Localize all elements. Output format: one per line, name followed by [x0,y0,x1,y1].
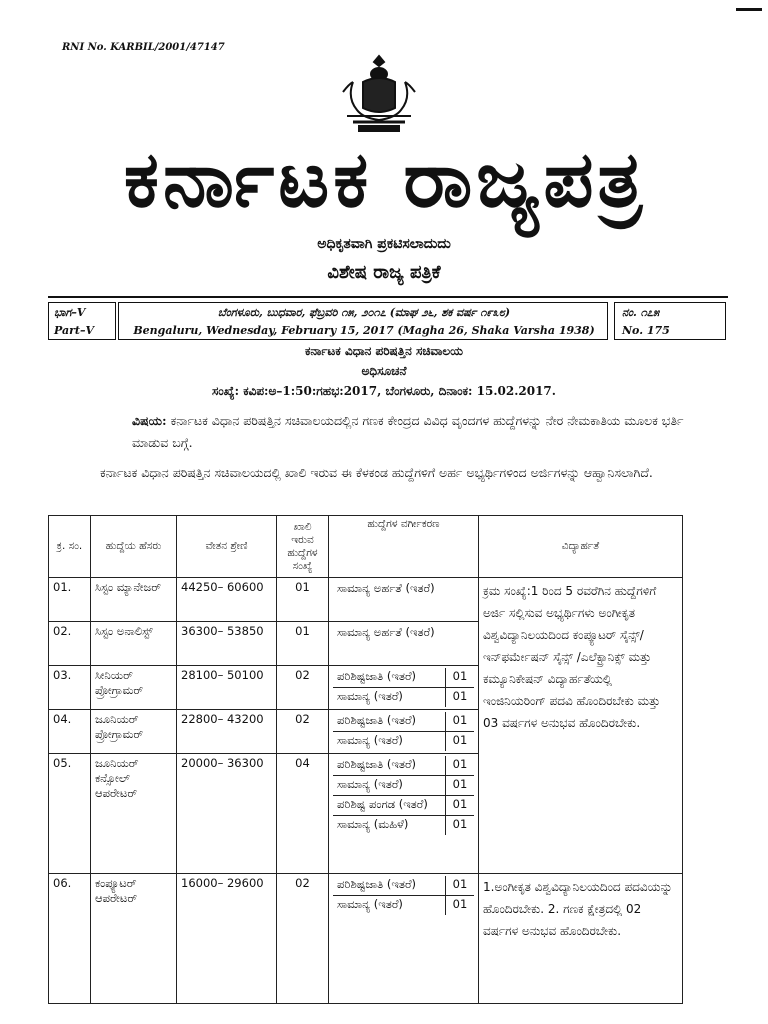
published-by-authority: ಅಧಿಕೃತವಾಗಿ ಪ್ರಕಟಿಸಲಾದುದು [317,236,451,252]
category-count: 01 [452,757,468,771]
category-name: ಸಾಮಾನ್ಯ ಅರ್ಹತೆ (ಇತರೆ) [337,581,435,595]
cell-pay: 16000– 29600 [177,874,277,1004]
secretariat-name: ಕರ್ನಾಟಕ ವಿಧಾನ ಪರಿಷತ್ತಿನ ಸಚಿವಾಲಯ [305,344,463,358]
category-name: ಸಾಮಾನ್ಯ (ಇತರೆ) [333,896,446,915]
subject-label: ವಿಷಯ: [132,413,167,428]
cell-post: ಜೂನಿಯರ್ ಕನ್ಸೋಲ್ ಆಪರೇಟರ್ [91,754,177,874]
cell-sl: 04. [49,710,91,754]
category-name: ಸಾಮಾನ್ಯ (ಇತರೆ) [333,776,446,795]
issue-info-bar [48,300,728,340]
category-name: ಪರಿಶಿಷ್ಟಜಾತಿ (ಇತರೆ) [333,712,446,731]
cell-category [329,874,479,1004]
cell-vacant: 01 [277,578,329,622]
cell-pay: 20000– 36300 [177,754,277,874]
category-count: 01 [452,897,468,911]
cell-sl: 06. [49,874,91,1004]
cell-pay: 22800– 43200 [177,710,277,754]
category-count: 01 [452,877,468,891]
subject-paragraph [132,410,692,454]
cell-pay: 36300– 53850 [177,622,277,666]
cell-category [329,622,479,666]
vacancy-table [48,515,683,1004]
cell-vacant: 04 [277,754,329,874]
col-header-qualification: ವಿದ್ಯಾರ್ಹತೆ [479,516,683,578]
cell-vacant: 02 [277,710,329,754]
category-name: ಸಾಮಾನ್ಯ (ಇತರೆ) [333,688,446,707]
part-english: Part–V [54,324,95,337]
issue-number-kannada: ನಂ. ೧೭೫ [622,306,660,319]
cell-pay: 44250– 60600 [177,578,277,622]
rni-number: RNI No. KARBIL/2001/47147 [62,42,225,53]
category-count: 01 [452,689,468,703]
cell-post: ಸಿಸ್ಟಂ ಅನಾಲಿಸ್ಟ್ [91,622,177,666]
cell-vacant: 01 [277,622,329,666]
table-row [49,578,683,622]
category-name: ಸಾಮಾನ್ಯ ಅರ್ಹತೆ (ಇತರೆ) [337,625,435,639]
state-emblem-icon [339,52,419,134]
cell-post: ಕಂಪ್ಯೂಟರ್ ಆಪರೇಟರ್ [91,874,177,1004]
cell-sl: 01. [49,578,91,622]
intro-paragraph: ಕರ್ನಾಟಕ ವಿಧಾನ ಪರಿಷತ್ತಿನ ಸಚಿವಾಲಯದಲ್ಲಿ ಖಾಲಿ ಇರುವ ಈ ಕೆಳಕಂಡ ಹುದ್ದೆಗಳಿಗೆ ಅರ್ಹ ಅಭ್ಯರ್ಥಿಗಳಿಂದ ಅರ್ಜಿಗಳನ್ನು ಆಹ್ವಾನಿಸಲಾಗಿದೆ. [100,465,653,480]
category-count: 01 [452,733,468,747]
category-count: 01 [452,777,468,791]
cell-vacant: 02 [277,874,329,1004]
cell-category [329,710,479,754]
category-name: ಸಾಮಾನ್ಯ (ಇತರೆ) [333,732,446,751]
category-name: ಸಾಮಾನ್ಯ (ಮಹಿಳೆ) [333,816,446,835]
subject-text: ಕರ್ನಾಟಕ ವಿಧಾನ ಪರಿಷತ್ತಿನ ಸಚಿವಾಲಯದಲ್ಲಿನ ಗಣಕ ಕೇಂದ್ರದ ವಿವಿಧ ವೃಂದಗಳ ಹುದ್ದೆಗಳನ್ನು ನೇರ ನೇಮಕಾತಿಯ ಮೂಲಕ ಭರ್ತಿ ಮಾಡುವ ಬಗ್ಗೆ. [132,413,684,450]
cell-post: ಸೀನಿಯರ್ ಪ್ರೋಗ್ರಾಮರ್ [91,666,177,710]
cell-category [329,754,479,874]
col-header-post: ಹುದ್ದೆಯ ಹೆಸರು [91,516,177,578]
category-count: 01 [452,817,468,831]
category-name: ಪರಿಶಿಷ್ಟಜಾತಿ (ಇತರೆ) [333,668,446,687]
category-count: 01 [452,669,468,683]
col-header-category: ಹುದ್ದೆಗಳ ವರ್ಗೀಕರಣ [329,516,479,578]
cell-sl: 02. [49,622,91,666]
part-kannada: ಭಾಗ–V [54,306,86,319]
cell-post: ಜೂನಿಯರ್ ಪ್ರೋಗ್ರಾಮರ್ [91,710,177,754]
cell-pay: 28100– 50100 [177,666,277,710]
extraordinary-gazette: ವಿಶೇಷ ರಾಜ್ಯ ಪತ್ರಿಕೆ [327,262,441,283]
category-name: ಪರಿಶಿಷ್ಟಜಾತಿ (ಇತರೆ) [333,876,446,895]
cell-vacant: 02 [277,666,329,710]
cell-post: ಸಿಸ್ಟಂ ಮ್ಯಾನೇಜರ್ [91,578,177,622]
table-row [49,874,683,1004]
col-header-vacant: ಖಾಲಿ ಇರುವ ಹುದ್ದೆಗಳ ಸಂಖ್ಯೆ [277,516,329,578]
cell-qualification-6: 1.ಅಂಗೀಕೃತ ವಿಶ್ವವಿದ್ಯಾನಿಲಯದಿಂದ ಪದವಿಯನ್ನು ಹೊಂದಿರಬೇಕು. 2. ಗಣಕ ಕ್ಷೇತ್ರದಲ್ಲಿ 02 ವರ್ಷಗಳ ಅನುಭವ ಹೊಂದಿರಬೇಕು. [479,874,683,1004]
cell-sl: 03. [49,666,91,710]
cell-qualification-1-5: ಕ್ರಮ ಸಂಖ್ಯೆ:1 ರಿಂದ 5 ರವರೆಗಿನ ಹುದ್ದೆಗಳಿಗೆ ಅರ್ಜಿ ಸಲ್ಲಿಸುವ ಅಭ್ಯರ್ಥಿಗಳು ಅಂಗೀಕೃತ ವಿಶ್ವವಿದ್ಯಾನಿಲಯದಿಂದ ಕಂಪ್ಯೂಟರ್ ಸೈನ್ಸ್/ ಇನ್‌ಫರ್ಮೇಷನ್ ಸೈನ್ಸ್ /ಎಲೆಕ್ಟ್ರಾನಿಕ್ಸ್ ಮತ್ತು ಕಮ್ಯೂನಿಕೇಷನ್ ವಿದ್ಯಾರ್ಹತೆಯಲ್ಲಿ ಇಂಜಿನಿಯರಿಂಗ್ ಪದವಿ ಹೊಂದಿರಬೇಕು ಮತ್ತು 03 ವರ್ಷಗಳ ಅನುಭವ ಹೊಂದಿರಬೇಕು. [479,578,683,874]
category-count: 01 [452,713,468,727]
category-name: ಪರಿಶಿಷ್ಟ ಪಂಗಡ (ಇತರೆ) [333,796,446,815]
divider-top [48,296,728,298]
category-name: ಪರಿಶಿಷ್ಟಜಾತಿ (ಇತರೆ) [333,756,446,775]
cell-sl: 05. [49,754,91,874]
date-kannada: ಬೆಂಗಳೂರು, ಬುಧವಾರ, ಫೆಬ್ರವರಿ ೧೫, ೨೦೧೭ (ಮಾಘ ೨೬, ಶಕ ವರ್ಷ ೧೯೩೮) [217,306,511,319]
notification-heading: ಅಧಿಸೂಚನೆ [361,364,407,378]
col-header-sl: ಕ್ರ. ಸಂ. [49,516,91,578]
corner-mark [736,8,762,11]
col-header-pay: ವೇತನ ಶ್ರೇಣಿ [177,516,277,578]
date-english: Bengaluru, Wednesday, February 15, 2017 (Magha 26, Shaka Varsha 1938) [133,324,595,337]
cell-category [329,578,479,622]
gazette-masthead: ಕರ್ನಾಟಕ ರಾಜ್ಯಪತ್ರ [123,134,647,225]
notification-number: ಸಂಖ್ಯೆ: ಕವಿಪ:ಅ–1:50:ಗಹಭ:2017, ಬೆಂಗಳೂರು, ದಿನಾಂಕ: 15.02.2017. [212,384,556,398]
category-count: 01 [452,797,468,811]
issue-number-english: No. 175 [622,324,670,337]
cell-category [329,666,479,710]
table-header-row [49,516,683,578]
